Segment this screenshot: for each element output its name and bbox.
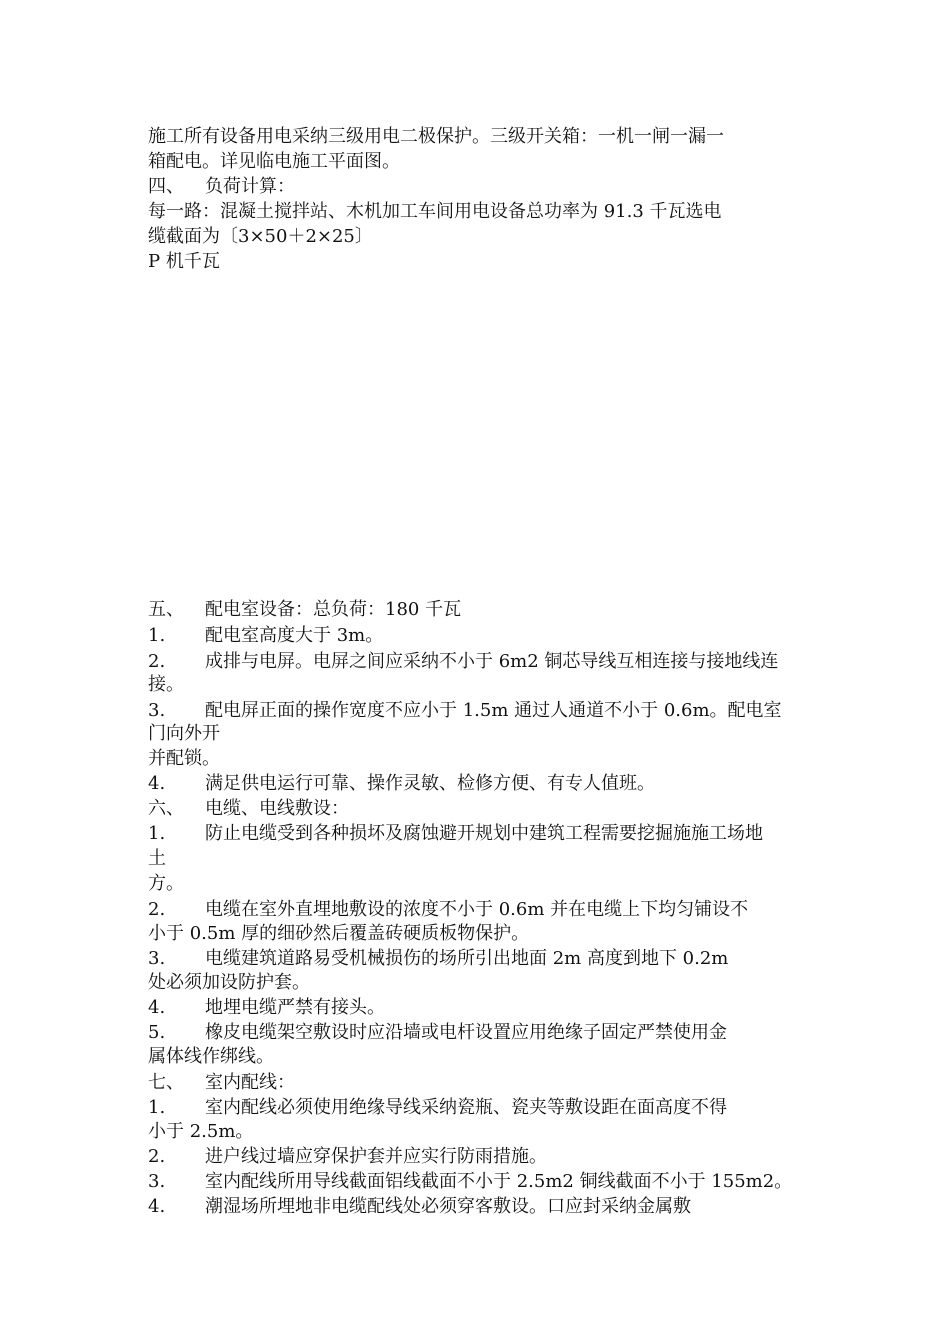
item-continuation: 小于 2.5m。 xyxy=(148,1121,254,1142)
section-number: 五、 xyxy=(148,599,184,620)
item-number: 2. xyxy=(148,899,166,920)
paragraph-line: 施工所有设备用电采纳三级用电二极保护。三级开关箱：一机一闸一漏一 xyxy=(148,126,724,147)
item-number: 3. xyxy=(148,948,166,969)
item-number: 1. xyxy=(148,1097,166,1118)
section-title: 配电室设备：总负荷：180 千瓦 xyxy=(205,599,462,620)
item-number: 5. xyxy=(148,1022,166,1043)
paragraph-line: 箱配电。详见临电施工平面图。 xyxy=(148,151,400,172)
item-text: 防止电缆受到各种损坏及腐蚀避开规划中建筑工程需要挖掘施施工场地 xyxy=(205,823,763,844)
item-number: 2. xyxy=(148,651,166,672)
item-text: 配电室高度大于 3m。 xyxy=(205,625,384,646)
item-text: 室内配线必须使用绝缘导线采纳瓷瓶、瓷夹等敷设距在面高度不得 xyxy=(205,1097,727,1118)
item-text: 进户线过墙应穿保护套并应实行防雨措施。 xyxy=(205,1146,547,1167)
item-text: 电缆建筑道路易受机械损伤的场所引出地面 2m 高度到地下 0.2m xyxy=(205,948,729,969)
section-number: 四、 xyxy=(148,176,184,197)
paragraph-line: 缆截面为〔3×50＋2×25〕 xyxy=(148,226,373,247)
item-continuation: 并配锁。 xyxy=(148,748,220,769)
item-text: 室内配线所用导线截面铝线截面不小于 2.5m2 铜线截面不小于 155m2。 xyxy=(205,1171,793,1192)
item-number: 3. xyxy=(148,1171,166,1192)
item-text: 潮湿场所埋地非电缆配线处必须穿客敷设。口应封采纳金属敷 xyxy=(205,1196,691,1217)
item-continuation: 方。 xyxy=(148,873,184,894)
section-title: 负荷计算： xyxy=(205,176,295,197)
item-continuation: 接。 xyxy=(148,674,184,695)
section-number: 七、 xyxy=(148,1072,184,1093)
item-text: 地埋电缆严禁有接头。 xyxy=(205,997,385,1018)
item-text: 橡皮电缆架空敷设时应沿墙或电杆设置应用绝缘子固定严禁使用金 xyxy=(205,1022,727,1043)
item-number: 4. xyxy=(148,997,166,1018)
section-title: 室内配线： xyxy=(205,1072,295,1093)
item-text: 电缆在室外直埋地敷设的浓度不小于 0.6m 并在电缆上下均匀铺设不 xyxy=(205,899,749,920)
item-text: 满足供电运行可靠、操作灵敏、检修方便、有专人值班。 xyxy=(205,773,655,794)
item-number: 1. xyxy=(148,823,166,844)
item-continuation: 土 xyxy=(148,848,166,869)
item-number: 1. xyxy=(148,625,166,646)
item-number: 4. xyxy=(148,773,166,794)
item-text: 成排与电屏。电屏之间应采纳不小于 6m2 铜芯导线互相连接与接地线连 xyxy=(205,651,779,672)
section-title: 电缆、电线敷设： xyxy=(205,798,349,819)
item-number: 2. xyxy=(148,1146,166,1167)
item-text: 配电屏正面的操作宽度不应小于 1.5m 通过人通道不小于 0.6m。配电室 xyxy=(205,700,782,721)
item-continuation: 小于 0.5m 厚的细砂然后覆盖砖硬质板物保护。 xyxy=(148,923,530,944)
paragraph-line: P 机千瓦 xyxy=(148,251,220,272)
paragraph-line: 每一路：混凝土搅拌站、木机加工车间用电设备总功率为 91.3 千瓦选电 xyxy=(148,201,722,222)
section-number: 六、 xyxy=(148,798,184,819)
item-continuation: 属体线作绑线。 xyxy=(148,1046,274,1067)
item-continuation: 处必须加设防护套。 xyxy=(148,972,310,993)
item-continuation: 门向外开 xyxy=(148,723,220,744)
item-number: 3. xyxy=(148,700,166,721)
item-number: 4. xyxy=(148,1196,166,1217)
